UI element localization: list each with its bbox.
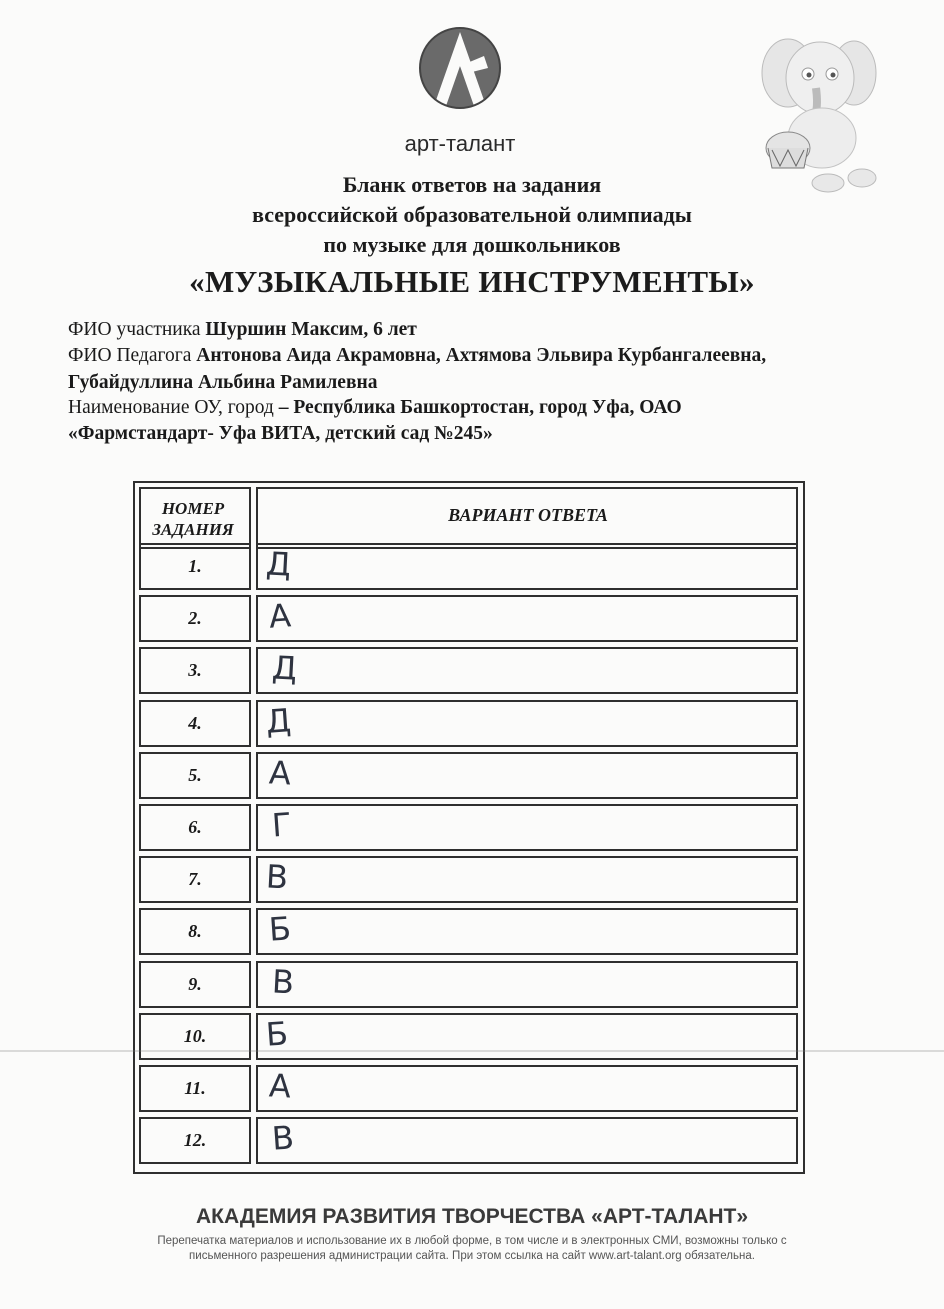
school-value-1: – Республика Башкортостан, город Уфа, ОАО: [278, 397, 682, 418]
school-value-2: «Фармстандарт- Уфа ВИТА, детский сад №245»: [68, 423, 493, 444]
row-answer-cell: [256, 543, 798, 590]
task-number: 9.: [188, 974, 202, 994]
task-number: 12.: [183, 1130, 207, 1150]
title-line-3: по музыке для дошкольников: [323, 232, 621, 257]
task-number: 6.: [188, 817, 202, 837]
row-answer-cell: [256, 752, 798, 799]
task-number: 4.: [188, 713, 202, 733]
task-number: 2.: [188, 608, 202, 628]
teacher-line: [68, 345, 766, 367]
paper-fold-line: [0, 1050, 944, 1052]
participant-value: Шуршин Максим, 6 лет: [205, 319, 417, 340]
task-number: 11.: [184, 1078, 206, 1098]
brand-name: арт-талант: [404, 131, 516, 156]
title-line-1: Бланк ответов на задания: [342, 172, 602, 197]
row-answer-cell: [256, 856, 798, 903]
school-label: Наименование ОУ, город: [68, 397, 274, 418]
handwritten-answer: Д: [264, 701, 293, 741]
task-number: 3.: [188, 660, 202, 680]
elephant-drummer-mascot: [758, 18, 878, 198]
row-answer-cell: [256, 1013, 798, 1060]
header-num: [140, 490, 246, 548]
task-number: 7.: [188, 869, 202, 889]
row-answer-cell: [256, 1117, 798, 1164]
teacher-value-1: Антонова Аида Акрамовна, Ахтямова Эльвира Курбангалеевна,: [196, 345, 767, 366]
task-number: 5.: [188, 765, 202, 785]
header-num-line-1: НОМЕР: [161, 499, 225, 518]
art-talant-logo: [414, 22, 506, 118]
participant-label: ФИО участника: [68, 319, 201, 340]
row-answer-cell: [256, 1065, 798, 1112]
row-answer-cell: [256, 908, 798, 955]
handwritten-answer: Г: [270, 805, 293, 845]
row-answer-cell: [256, 961, 798, 1008]
school-line: [68, 397, 682, 419]
title-line-2: всероссийской образовательной олимпиады: [252, 202, 692, 227]
handwritten-answer: Д: [271, 648, 298, 688]
row-answer-cell: [256, 804, 798, 851]
handwritten-answer: А: [268, 753, 292, 793]
row-answer-cell: [256, 595, 798, 642]
teacher-value-2: Губайдуллина Альбина Рамилевна: [68, 372, 378, 393]
task-number: 8.: [188, 921, 202, 941]
row-answer-cell: [256, 700, 798, 747]
olympiad-name: «МУЗЫКАЛЬНЫЕ ИНСТРУМЕНТЫ»: [189, 264, 755, 299]
header-num-line-2: ЗАДАНИЯ: [152, 520, 234, 539]
participant-line: [68, 319, 417, 341]
handwritten-answer: В: [271, 962, 295, 1002]
handwritten-answer: Б: [264, 1014, 290, 1054]
footer-note-line-1: Перепечатка материалов и использование их в любой форме, в том числе и в электронных СМИ, возможны только с: [157, 1235, 787, 1247]
handwritten-answer: А: [267, 596, 293, 636]
school-line-2: [68, 423, 493, 445]
teacher-label: ФИО Педагога: [68, 345, 192, 366]
footer-note: [90, 1234, 854, 1264]
row-answer-cell: [256, 647, 798, 694]
teacher-line-2: [68, 372, 377, 394]
header-answer: ВАРИАНТ ОТВЕТА: [448, 505, 608, 525]
footer-title: АКАДЕМИЯ РАЗВИТИЯ ТВОРЧЕСТВА «АРТ-ТАЛАНТ»: [195, 1205, 749, 1228]
handwritten-answer: В: [270, 1118, 296, 1158]
handwritten-answer: Д: [265, 544, 292, 584]
task-number: 1.: [188, 556, 202, 576]
handwritten-answer: Б: [267, 909, 293, 949]
footer-note-line-2: письменного разрешения администрации сайта. При этом ссылка на сайт www.art-talant.org обязательна.: [189, 1250, 755, 1262]
task-number: 10.: [183, 1026, 207, 1046]
handwritten-answer: А: [268, 1066, 292, 1106]
handwritten-answer: В: [265, 857, 289, 897]
